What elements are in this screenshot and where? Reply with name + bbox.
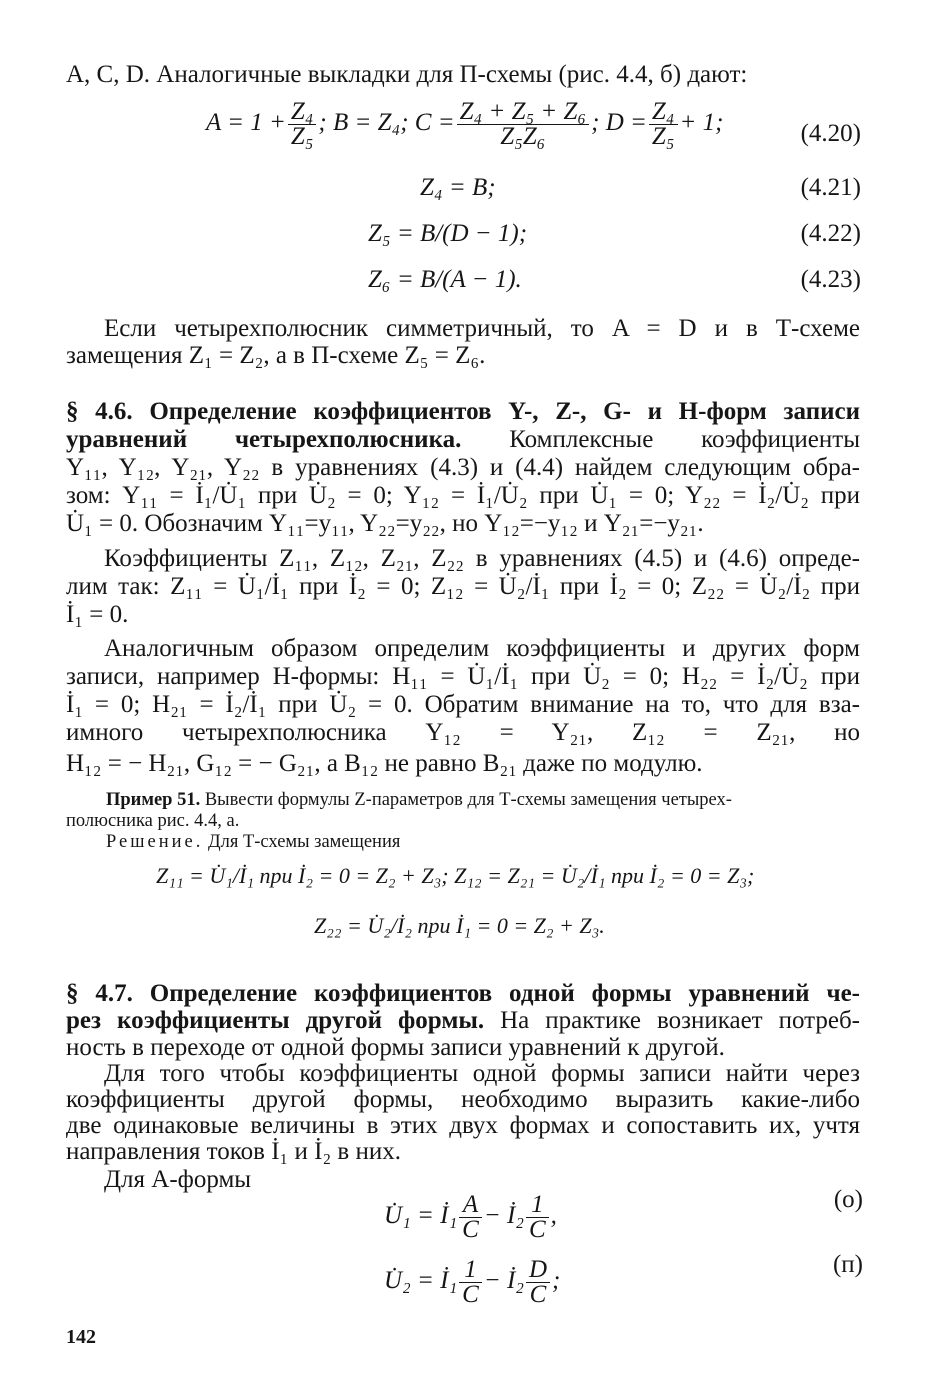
equation-number: (4.20) xyxy=(800,120,861,147)
eq-mid: − İ₂ xyxy=(483,1202,524,1230)
eq-d-fraction xyxy=(649,100,678,149)
paragraph-line: Аналогичным образом определим коэффициенты и других форм xyxy=(104,635,860,662)
paragraph-line: ность в переходе от одной формы записи уравнений к другой. xyxy=(66,1034,725,1061)
fraction-denominator: C xyxy=(528,1216,546,1243)
paragraph-line: имного четырехполюсника Y₁₂ = Y₂₁, Z₁₂ = Z₂₁, но xyxy=(66,719,860,746)
example-line xyxy=(106,790,860,811)
paragraph-line: замещения Z₁ = Z₂, а в П-схеме Z₅ = Z₆. xyxy=(66,342,486,369)
example-line: полюсника рис. 4.4, а. xyxy=(66,811,240,831)
equation-4-21: Z₄ = B; xyxy=(420,174,496,201)
eq-d-rhs: + 1; xyxy=(679,109,724,137)
eq-a-lhs: A = 1 + xyxy=(206,109,286,137)
fraction-denominator: C xyxy=(529,1281,547,1308)
solution-text: Для Т-схемы замещения xyxy=(207,832,401,852)
paragraph-line: U̇₁ = 0. Обозначим Y₁₁=y₁₁, Y₂₂=y₂₂, но Y₁₂=−y₁₂ и Y₂₁=−y₂₁. xyxy=(66,510,704,537)
section-heading-cont: уравнений четырехполюсника. xyxy=(66,426,462,453)
paragraph-line: лим так: Z₁₁ = U̇₁/İ₁ при İ₂ = 0; Z₁₂ = U̇₂/İ₁ при İ₂ = 0; Z₂₂ = U̇₂/İ₂ при xyxy=(66,573,860,600)
example-title: Пример 51. xyxy=(106,790,201,810)
equation-4-22: Z₅ = B/(D − 1); xyxy=(368,220,528,247)
eq-fraction xyxy=(459,1193,482,1242)
fraction-denominator: C xyxy=(462,1281,479,1308)
section-heading-cont: рез коэффициенты другой формы. xyxy=(66,1007,485,1034)
paragraph-line: Коэффициенты Z₁₁, Z₁₂, Z₂₁, Z₂₂ в уравнениях (4.5) и (4.6) опреде- xyxy=(104,545,860,572)
paragraph-line: Для того чтобы коэффициенты одной формы записи найти через xyxy=(104,1060,860,1087)
fraction-numerator: 1 xyxy=(526,1193,549,1218)
fraction-numerator: A xyxy=(459,1193,482,1218)
eq-b: ; B = Z₄; C = xyxy=(318,109,455,137)
paragraph-text: На практике возникает потреб- xyxy=(500,1007,860,1034)
eq-fraction xyxy=(459,1258,482,1307)
equation-p xyxy=(384,1258,560,1307)
section-heading: § 4.6. Определение коэффициентов Y-, Z-, G- и H-форм записи xyxy=(66,398,860,425)
fraction-numerator: Z₄ xyxy=(288,100,317,125)
paragraph-line: İ₁ = 0; H₂₁ = İ₂/İ₁ при U̇₂ = 0. Обратим внимание на то, что для вза- xyxy=(66,691,860,718)
paragraph-line: Y₁₁, Y₁₂, Y₂₁, Y₂₂ в уравнениях (4.3) и (4.4) найдем следующим обра- xyxy=(66,454,860,481)
page-number: 142 xyxy=(66,1326,96,1348)
paragraph-line xyxy=(66,1007,860,1034)
equation-4-23: Z₆ = B/(A − 1). xyxy=(368,266,522,293)
equation-number: (о) xyxy=(833,1186,863,1213)
eq-tail: ; xyxy=(552,1267,561,1295)
eq-fraction xyxy=(526,1258,550,1307)
eq-lhs: U̇₂ = İ₁ xyxy=(384,1267,458,1295)
eq-d-lhs: ; D = xyxy=(591,109,647,137)
paragraph-line: две одинаковые величины в этих двух формах и сопоставить их, учтя xyxy=(66,1112,860,1139)
eq-a-fraction xyxy=(288,100,317,149)
fraction-denominator: C xyxy=(462,1216,479,1243)
paragraph-line: İ₁ = 0. xyxy=(66,601,129,628)
eq-lhs: U̇₁ = İ₁ xyxy=(384,1202,458,1230)
example-equation: Z₂₂ = U̇₂/İ₂ при İ₁ = 0 = Z₂ + Z₃. xyxy=(314,913,605,938)
example-equation: Z₁₁ = U̇₁/İ₁ при İ₂ = 0 = Z₂ + Z₃; Z₁₂ = Z₂₁ = U̇₂/İ₁ при İ₂ = 0 = Z₃; xyxy=(156,863,755,888)
fraction-denominator: Z₅ xyxy=(290,123,314,150)
paragraph-line xyxy=(66,426,860,453)
fraction-numerator: D xyxy=(526,1258,550,1283)
paragraph-line: зом: Y₁₁ = İ₁/U̇₁ при U̇₂ = 0; Y₁₂ = İ₁/U̇₂ при U̇₁ = 0; Y₂₂ = İ₂/U̇₂ при xyxy=(66,482,860,509)
paragraph-line: H₁₂ = − H₂₁, G₁₂ = − G₂₁, а B₁₂ не равно B₂₁ даже по модулю. xyxy=(66,750,703,777)
fraction-numerator: 1 xyxy=(459,1258,482,1283)
fraction-denominator: Z₅Z₆ xyxy=(500,123,546,150)
solution-line xyxy=(106,832,860,853)
paragraph-line: записи, например H-формы: H₁₁ = U̇₁/İ₁ при U̇₂ = 0; H₂₂ = İ₂/U̇₂ при xyxy=(66,663,860,690)
equation-o xyxy=(384,1193,557,1242)
paragraph-line: Если четырехполюсник симметричный, то A = D и в Т-схеме xyxy=(104,315,860,342)
paragraph-line: коэффициенты другой формы, необходимо выразить какие-либо xyxy=(66,1086,860,1113)
eq-fraction xyxy=(526,1193,549,1242)
equation-number: (п) xyxy=(832,1251,863,1278)
eq-tail: , xyxy=(550,1202,557,1230)
fraction-denominator: Z₅ xyxy=(651,123,675,150)
section-heading: § 4.7. Определение коэффициентов одной формы уравнений че- xyxy=(66,980,860,1007)
paragraph-line: направления токов İ₁ и İ₂ в них. xyxy=(66,1138,401,1165)
eq-mid: − İ₂ xyxy=(483,1267,524,1295)
fraction-numerator: Z₄ xyxy=(649,100,678,125)
equation-4-20 xyxy=(206,100,723,149)
fraction-numerator: Z₄ + Z₅ + Z₆ xyxy=(457,100,590,125)
paragraph-line: Для A-формы xyxy=(104,1166,252,1193)
eq-c-fraction xyxy=(457,100,590,149)
paragraph-text: Комплексные коэффициенты xyxy=(509,426,860,453)
intro-line: A, C, D. Аналогичные выкладки для П-схемы (рис. 4.4, б) дают: xyxy=(66,61,748,88)
example-text: Вывести формулы Z-параметров для Т-схемы замещения четырех- xyxy=(204,790,732,810)
solution-label: Решение. xyxy=(106,832,204,852)
equation-number: (4.22) xyxy=(800,220,861,247)
equation-number: (4.21) xyxy=(800,174,861,201)
equation-number: (4.23) xyxy=(800,266,861,293)
